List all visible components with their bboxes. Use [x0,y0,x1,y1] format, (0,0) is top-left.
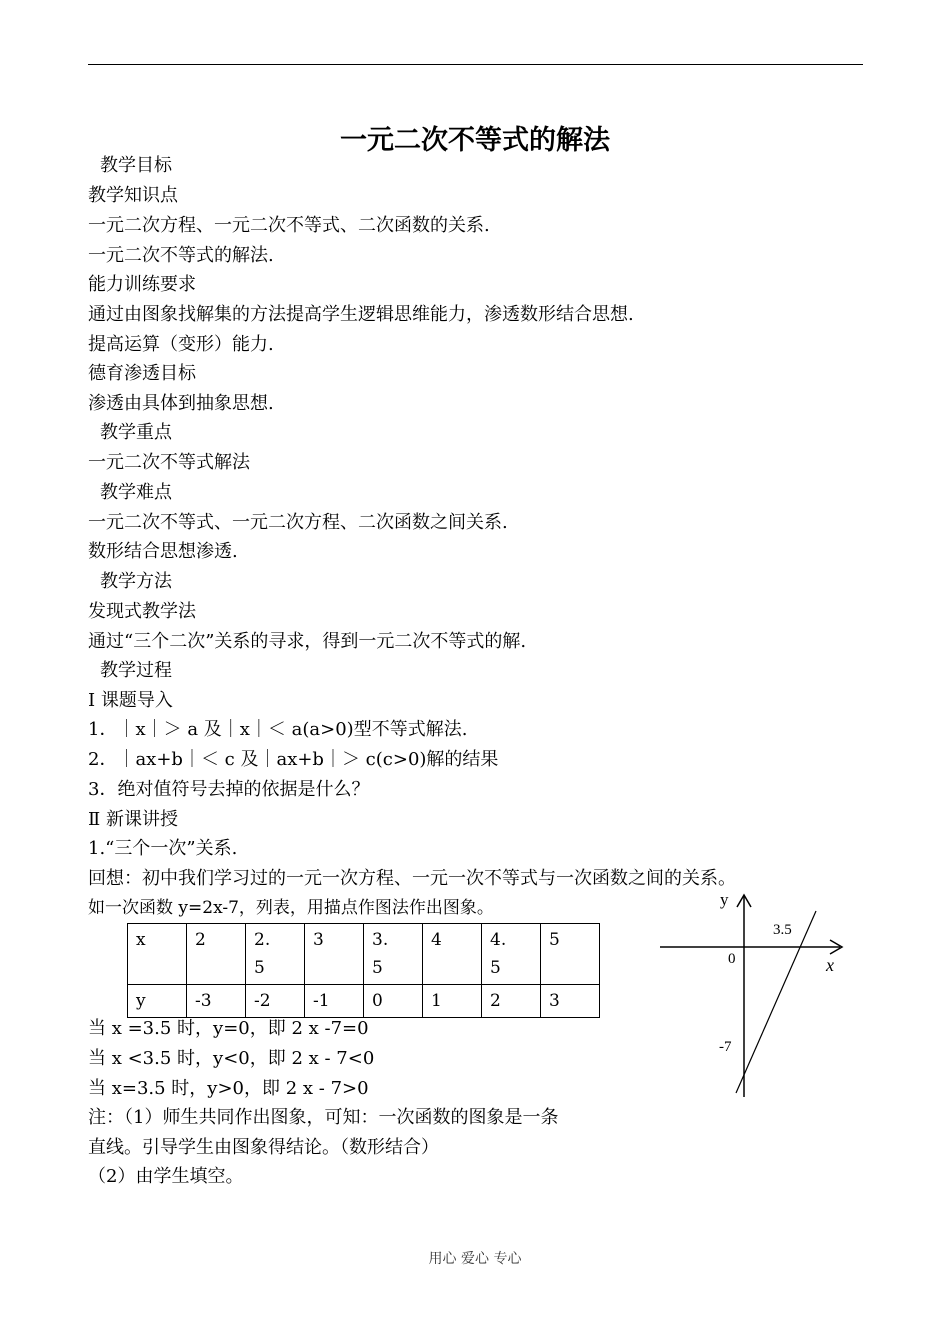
table-cell: 3. 5 [364,924,423,985]
table-cell: 4 [423,924,482,985]
table-cell: y [128,985,187,1018]
text-line: 2．｜ax+b｜＜ c 及｜ax+b｜＞ c(c>0)解的结果 [88,749,499,770]
heading-process: 教学过程 [100,660,172,681]
table-cell: 1 [423,985,482,1018]
function-line [736,911,816,1093]
value-table [127,923,600,1018]
text-line: 一元二次不等式、一元二次方程、二次函数之间关系. [88,512,508,533]
function-graph [660,885,850,1100]
text-line: 直线。引导学生由图象得结论。（数形结合） [88,1137,439,1158]
text-line: 一元二次方程、一元二次不等式、二次函数的关系. [88,215,490,236]
table-cell: 2 [187,924,246,985]
table-cell: 5 [541,924,600,985]
origin-label: 0 [728,951,736,967]
text-line: Ⅰ 课题导入 [88,690,173,711]
text-line: 通过“三个二次”关系的寻求，得到一元二次不等式的解. [88,631,527,652]
table-cell: 3 [305,924,364,985]
text-line: 1．｜x｜＞ a 及｜x｜＜ a(a>0)型不等式解法. [88,719,468,740]
text-line: 数形结合思想渗透. [88,541,238,562]
heading-objectives: 教学目标 [100,155,172,176]
heading-key-points: 教学重点 [100,422,172,443]
table-cell: 2 [482,985,541,1018]
text-line: 一元二次不等式解法 [88,452,250,473]
table-cell: -3 [187,985,246,1018]
text-line: 当 x =3.5 时，y=0，即 2 x -7=0 [88,1018,369,1039]
header-rule [88,64,863,65]
text-line: Ⅱ 新课讲授 [88,809,178,830]
page-footer: 用心 爱心 专心 [428,1251,522,1267]
text-line: 教学知识点 [88,185,178,206]
table-cell: x [128,924,187,985]
table-cell: -1 [305,985,364,1018]
text-line: 1.“三个一次”关系. [88,838,238,859]
y-axis-label: y [720,890,729,909]
text-line: 回想：初中我们学习过的一元一次方程、一元一次不等式与一次函数之间的关系。 [88,868,736,889]
table-cell: -2 [246,985,305,1018]
intercept-label: -7 [719,1039,732,1055]
text-line: 当 x <3.5 时，y<0，即 2 x - 7<0 [88,1048,375,1069]
table-cell: 3 [541,985,600,1018]
x-axis-label: x [826,955,834,975]
text-line: 提高运算（变形）能力. [88,334,274,355]
text-line: 通过由图象找解集的方法提高学生逻辑思维能力，渗透数形结合思想. [88,304,634,325]
text-line: （2）由学生填空。 [88,1166,244,1187]
heading-method: 教学方法 [100,571,172,592]
page-title: 一元二次不等式的解法 [340,125,610,156]
text-line: 当 x=3.5 时，y>0，即 2 x - 7>0 [88,1078,369,1099]
text-line: 渗透由具体到抽象思想. [88,393,274,414]
root-label: 3.5 [773,922,792,938]
text-line: 德育渗透目标 [88,363,196,384]
table-cell: 0 [364,985,423,1018]
table-cell: 4. 5 [482,924,541,985]
text-line: 能力训练要求 [88,274,196,295]
text-line: 如一次函数 y=2x-7，列表，用描点作图法作出图象。 [88,898,494,918]
heading-difficulties: 教学难点 [100,482,172,503]
text-line: 3．绝对值符号去掉的依据是什么？ [88,779,370,800]
text-line: 发现式教学法 [88,601,196,622]
table-cell: 2. 5 [246,924,305,985]
text-line: 一元二次不等式的解法. [88,245,274,266]
text-line: 注：（1）师生共同作出图象，可知：一次函数的图象是一条 [88,1107,559,1128]
